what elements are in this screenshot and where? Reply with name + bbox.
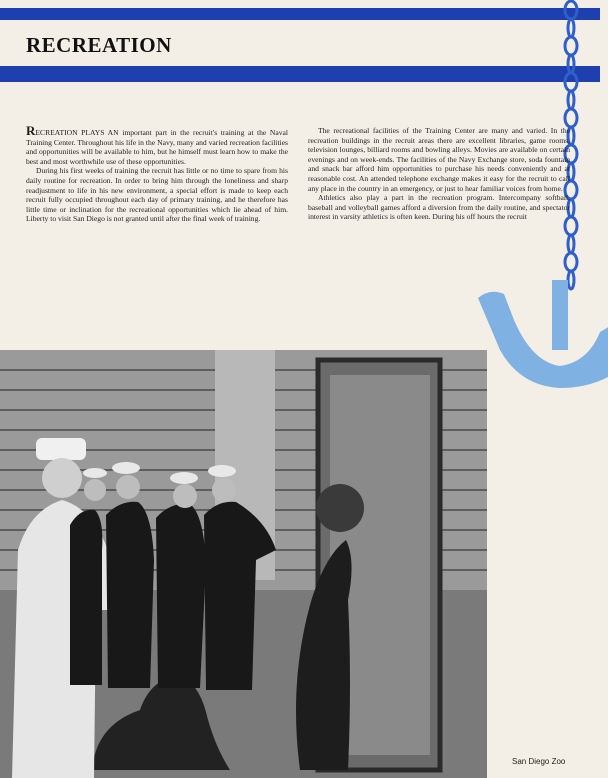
photo-caption: San Diego Zoo xyxy=(512,757,566,766)
paragraph: Athletics also play a part in the recreation program. Intercompany softball, baseball and volleyball games afford a diversion from the daily routine, and spectator interest in varsity athletics is often keen. During his off hours the recruit xyxy=(308,193,570,222)
drop-cap: R xyxy=(26,123,36,138)
paragraph: The recreational facilities of the Training Center are many and varied. In the recreation buildings in the recruit areas there are excellent libraries, game rooms, television lounges, billiard rooms and bowling alleys. Movies are available on certain evenings and on week-ends. The facilities of the Navy Exchange store, soda fountain and snack bar afford him opportunities to purchase his needs conveniently and at reasonable cost. An attended telephone exchange makes it easy for the recruit to call any place in the country in an emergency, or just to hear familiar voices from home. xyxy=(308,126,570,193)
article-right-column xyxy=(308,126,570,222)
article-left-column xyxy=(26,123,288,224)
recruits-watching-sea-lion-photo xyxy=(0,350,487,778)
lower-blue-band xyxy=(0,66,600,82)
anchor-icon xyxy=(470,280,608,390)
top-blue-band xyxy=(0,8,600,20)
paragraph xyxy=(26,123,288,166)
paragraph: During his first weeks of training the recruit has little or no time to spare from his daily routine for recreation. In order to bring him through the loneliness and sharp readjustment to life in his new environment, a special effort is made to keep each recruit fully occupied throughout each day of primary training, and he therefore has little time or inclination for the recreational opportunities which lie ahead of him. Liberty to visit San Diego is not granted until after the final week of training. xyxy=(26,166,288,224)
paragraph-text: ECREATION PLAYS AN important part in the recruit's training at the Naval Training Center. Throughout his life in the Navy, many and varied recreation facilities and opportunities will be available to him, but he himself must learn how to make the best and most worthwhile use of these opportunities. xyxy=(26,128,288,166)
page-title: RECREATION xyxy=(26,33,172,57)
